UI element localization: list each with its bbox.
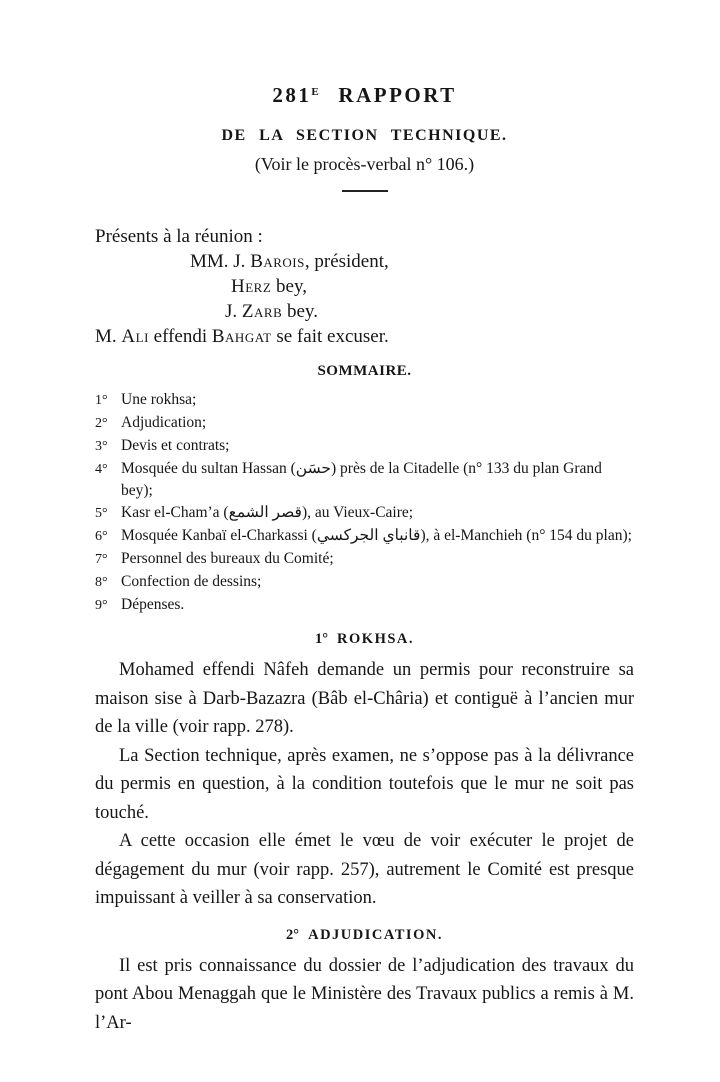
sommaire-list [95,389,634,617]
item-number: 2° [95,416,108,432]
sommaire-item [95,571,634,594]
paragraph: La Section technique, après examen, ne s’oppose pas à la délivrance du permis en question, à la condition toutefois que le mur ne soit pas touché. [95,745,634,823]
excused-first-name: Ali [121,326,149,348]
item-text: Devis et contrats; [121,437,230,455]
excused-middle: effendi [148,326,212,348]
attendee-line [95,249,634,274]
section-heading-adjudication [95,927,634,944]
excused-prefix: M. [95,326,122,348]
attendance-intro: Présents à la réunion : [95,226,263,248]
sommaire-item [95,412,634,435]
item-number: 8° [95,575,108,591]
attendee-name: Herz [231,276,272,298]
section-title: ADJUDICATION. [308,926,443,943]
excused-line [95,324,634,349]
item-text: Confection de dessins; [121,573,262,591]
section-heading-rokhsa [95,631,634,648]
item-number: 1° [95,393,108,409]
item-text: Adjudication; [121,414,207,432]
section-number: 1° [314,631,329,648]
report-title [95,84,634,107]
item-text: Mosquée Kanbaï el-Charkassi (قانباي الجركسي), à el-Manchieh (n° 154 du plan); [121,527,632,545]
item-text: Personnel des bureaux du Comité; [121,550,334,568]
sommaire-item [95,594,634,617]
proces-verbal-reference: (Voir le procès-verbal n° 106.) [254,154,475,175]
attendance-block [95,224,634,349]
paragraph: Mohamed effendi Nâfeh demande un permis pour reconstruire sa maison sise à Darb-Bazazra (Bâb el-Châria) et contiguë à l’ancien mur de la ville (voir rapp. 278). [95,660,634,738]
attendee-role: , président, [304,251,389,273]
excused-last-name: Bahgat [211,326,272,348]
section-divider [342,190,388,192]
attendee-name: Zarb [241,301,283,323]
item-number: 3° [95,439,108,455]
attendee-line [95,274,634,299]
paragraph: A cette occasion elle émet le vœu de voir exécuter le projet de dégagement du mur (voir rapp. 257), autrement le Comité est presque impuissant à veiller à sa conservation. [95,831,634,909]
item-number: 7° [95,552,108,568]
sommaire-item [95,525,634,548]
sommaire-item [95,548,634,571]
item-text: Dépenses. [121,596,185,614]
report-subtitle: DE LA SECTION TECHNIQUE. [221,127,508,145]
attendee-prefix: MM. J. [190,251,251,273]
excused-suffix: se fait excuser. [271,326,389,348]
paragraph: Il est pris connaissance du dossier de l’adjudication des travaux du pont Abou Menaggah que le Ministère des Travaux publics a remis à M. l’Ar- [95,955,634,1033]
item-text: Mosquée du sultan Hassan (حسَن) près de la Citadelle (n° 133 du plan Grand bey); [121,460,602,500]
report-number: 281 [272,83,312,107]
item-number: 5° [95,506,108,522]
sommaire-item [95,389,634,412]
item-number: 4° [95,462,108,478]
sommaire-heading: SOMMAIRE. [317,363,412,380]
item-number: 6° [95,529,108,545]
attendee-prefix: J. [225,301,242,323]
attendee-line [95,299,634,324]
sommaire-item [95,458,634,502]
report-title-word: RAPPORT [338,83,457,107]
sommaire-item [95,435,634,458]
item-text: Kasr el-Cham’a (قصر الشمع), au Vieux-Caire; [121,504,414,522]
section-number: 2° [286,926,300,943]
item-number: 9° [95,598,108,614]
attendee-name: Barois [250,251,305,273]
sommaire-item [95,502,634,525]
attendee-role: bey. [282,301,318,323]
item-text: Une rokhsa; [121,391,197,409]
section-title: ROKHSA. [337,631,415,648]
report-number-ordinal: E [311,86,319,98]
attendee-role: bey, [271,276,307,298]
